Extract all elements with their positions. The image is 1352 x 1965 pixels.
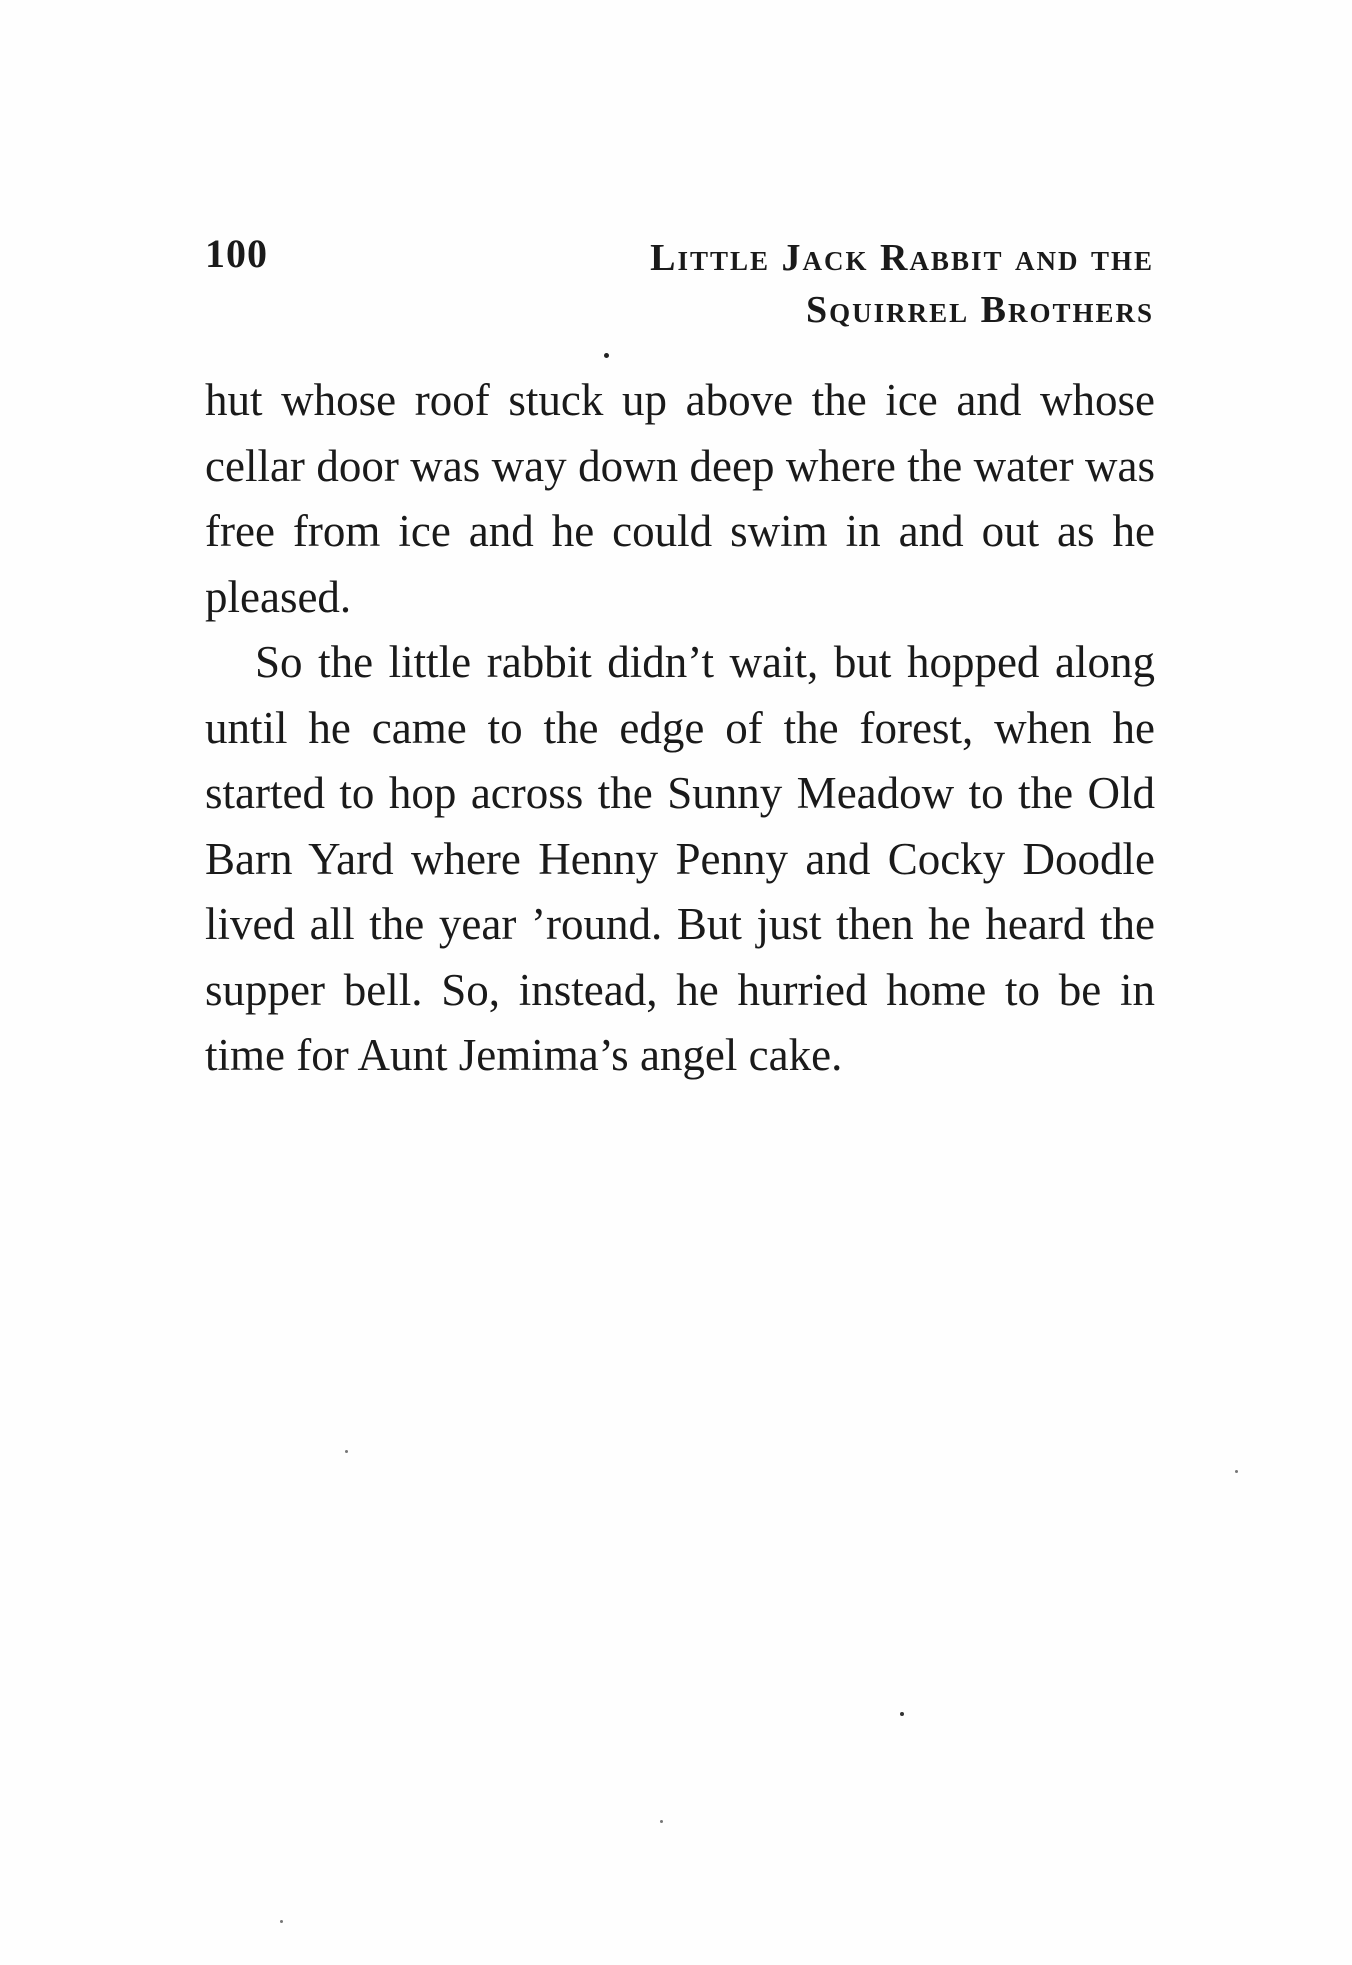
running-head-line-2: Squirrel Brothers <box>805 289 1154 331</box>
paragraph-continuation: hut whose roof stuck up above the ice and whose cellar door was way down deep where the water was free from ice and he could swim in and out as he pleased. <box>205 375 1155 622</box>
ink-speck <box>660 1820 663 1823</box>
running-head <box>650 232 1154 336</box>
page-number: 100 <box>205 231 268 276</box>
ink-speck <box>345 1450 348 1453</box>
ink-speck <box>604 353 609 358</box>
body-text <box>205 368 1155 1089</box>
paragraph: So the little rabbit didn’t wait, but hopped along until he came to the edge of the forest, when he started to hop across the Sunny Meadow to the Old Barn Yard where Henny Penny and Cocky Doodle lived all the year ’round. But just then he heard the supper bell. So, instead, he hurried home to be in time for Aunt Jemima’s angel cake. <box>205 637 1155 1080</box>
running-head-line-1: Little Jack Rabbit and the <box>650 237 1154 279</box>
ink-speck <box>1235 1470 1238 1473</box>
ink-speck <box>280 1920 283 1923</box>
ink-speck <box>900 1712 904 1716</box>
